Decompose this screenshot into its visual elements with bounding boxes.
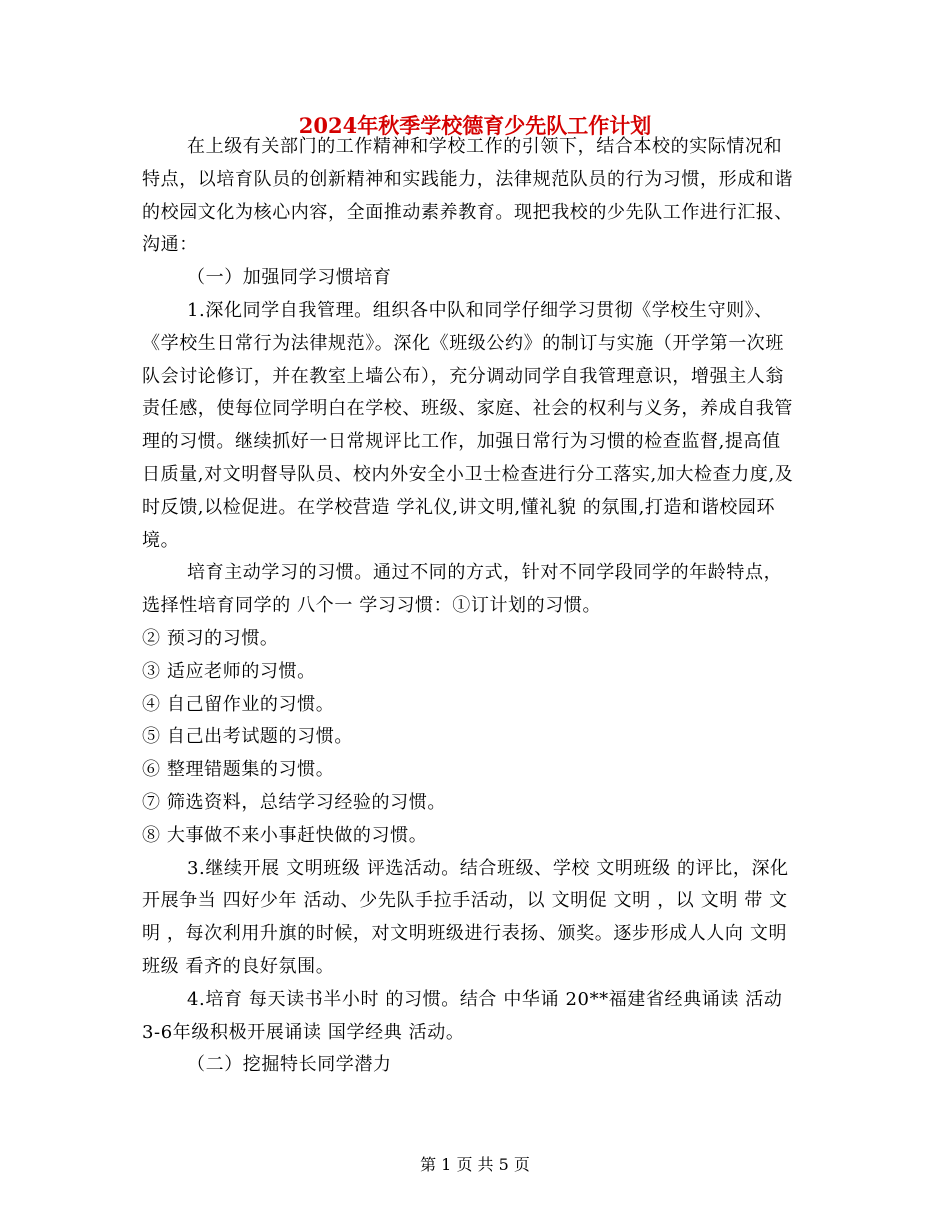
page-footer: 第 1 页 共 5 页 [420,1155,530,1174]
list-item: ⑧ 大事做不来小事赶快做的习惯。 [142,824,428,846]
document-body [142,131,796,1082]
paragraph-civilized-class: 3.继续开展 文明班级 评选活动。结合班级、学校 文明班级 的评比，深化开展争当 四好少年 活动、少先队手拉手活动，以 文明促 文明 ，以 文明 带 文明 ，每次利用升旗的时候，对文明班级进行表扬、颁奖。逐步形成人人向 文明班级 看齐的良好氛围。 [142,857,789,977]
intro-paragraph: 在上级有关部门的工作精神和学校工作的引领下，结合本校的实际情况和特点，以培育队员的创新精神和实践能力，法律规范队员的行为习惯，形成和谐的校园文化为核心内容，全面推动素养教育。现把我校的少先队工作进行汇报、沟通： [142,136,793,256]
section-heading-1: （一）加强同学习惯培育 [187,267,392,289]
section-heading-2: （二）挖掘特长同学潜力 [187,1054,392,1076]
list-item: ⑥ 整理错题集的习惯。 [142,759,335,781]
paragraph-daily-reading: 4.培育 每天读书半小时 的习惯。结合 中华诵 20**福建省经典诵读 活动3-6年级积极开展诵读 国学经典 活动。 [142,988,783,1043]
document-title: 2024年秋季学校德育少先队工作计划 [298,113,652,138]
list-item: ④ 自己留作业的习惯。 [142,693,335,715]
list-item: ⑤ 自己出考试题的习惯。 [142,726,353,748]
list-item: ⑦ 筛选资料，总结学习经验的习惯。 [142,791,446,813]
paragraph-study-habits: 培育主动学习的习惯。通过不同的方式，针对不同学段同学的年龄特点，选择性培育同学的 八个一 学习习惯：①订计划的习惯。 [142,562,783,617]
list-item: ② 预习的习惯。 [142,627,279,649]
list-item: ③ 适应老师的习惯。 [142,660,316,682]
paragraph-self-management: 1.深化同学自我管理。组织各中队和同学仔细学习贯彻《学校生守则》、《学校生日常行为法律规范》。深化《班级公约》的制订与实施（开学第一次班队会讨论修订，并在教室上墙公布），充分调动同学自我管理意识，增强主人翁责任感，使每位同学明白在学校、班级、家庭、社会的权利与义务，养成自我管理的习惯。继续抓好一日常规评比工作，加强日常行为习惯的检查监督,提高值日质量,对文明督导队员、校内外安全小卫士检查进行分工落实,加大检查力度,及时反馈,以检促进。在学校营造 学礼仪,讲文明,懂礼貌 的氛围,打造和谐校园环境。 [142,299,794,551]
